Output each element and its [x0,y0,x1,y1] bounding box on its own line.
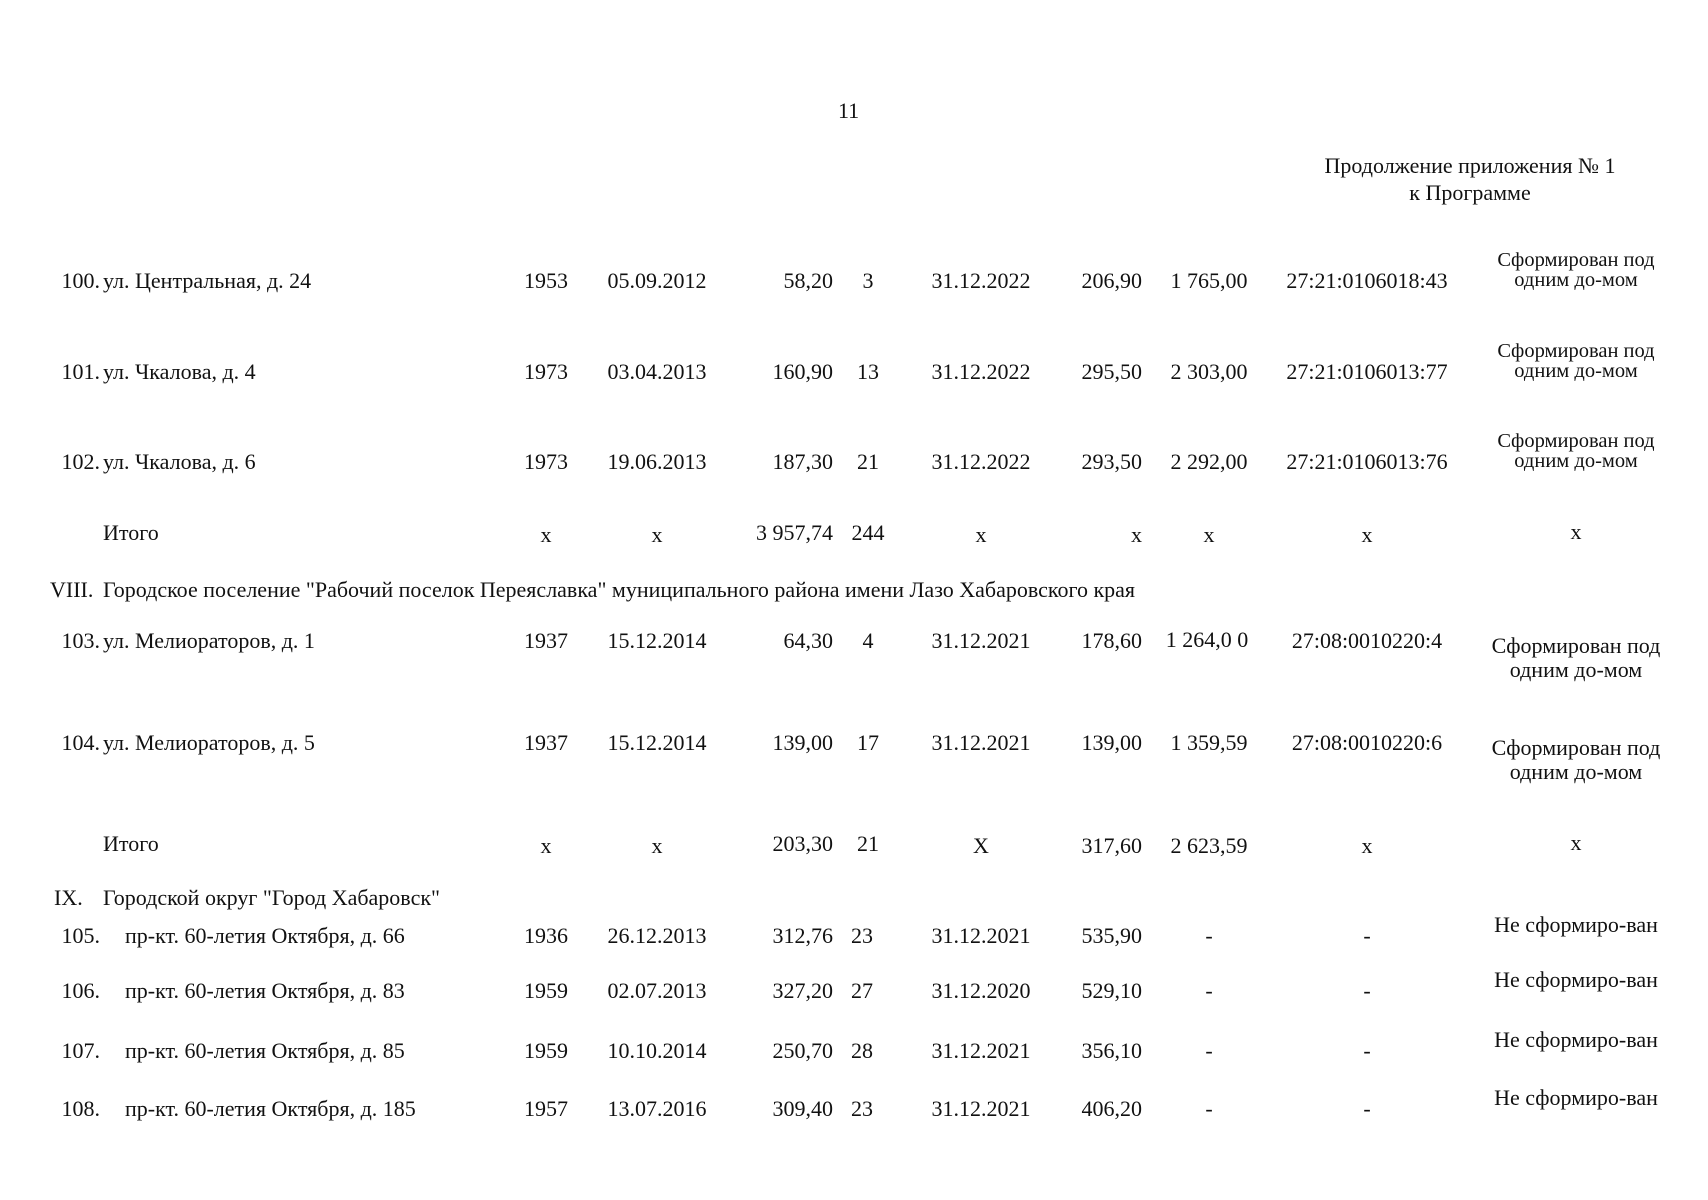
row-status: Сформирован под одним до-мом [1497,430,1655,472]
row-people: 23 [851,923,873,948]
page-number: 11 [838,98,860,123]
row-cadastral-number: 27:08:0010220:6 [1291,730,1443,755]
row-number: 103. [61,628,100,653]
row-number: 104. [61,730,100,755]
row-people: 4 [862,628,874,653]
row-date: 15.12.2014 [607,628,707,653]
row-plot-area: 1 264,0 0 [1165,627,1249,652]
row-number: 100. [61,268,100,293]
row-year: 1957 [524,1096,568,1121]
row-area: 312,76 [772,923,833,948]
total-status: x [1570,519,1582,544]
row-deadline: 31.12.2022 [931,449,1031,474]
row-plot-area: - [1205,923,1213,948]
row-number: 105. [61,923,100,948]
row-address: пр-кт. 60-летия Октября, д. 185 [125,1096,416,1121]
annex-line-1: Продолжение приложения № 1 [1324,153,1616,178]
row-building-area: 406,20 [1081,1096,1142,1121]
row-address: ул. Центральная, д. 24 [103,268,312,293]
row-deadline: 31.12.2022 [931,268,1031,293]
row-deadline: 31.12.2020 [931,978,1031,1003]
row-address: пр-кт. 60-летия Октября, д. 66 [125,923,405,948]
row-cadastral-number: 27:21:0106013:76 [1286,449,1448,474]
total-cadastral-number: x [1361,833,1373,858]
total-area: 3 957,74 [756,520,833,545]
row-people: 13 [857,359,879,384]
section-number: IX. [54,885,83,910]
row-address: ул. Чкалова, д. 4 [103,359,256,384]
row-building-area: 139,00 [1081,730,1142,755]
row-address: пр-кт. 60-летия Октября, д. 83 [125,978,405,1003]
row-area: 187,30 [772,449,833,474]
row-cadastral-number: - [1363,923,1371,948]
row-area: 250,70 [772,1038,833,1063]
row-area: 309,40 [772,1096,833,1121]
row-year: 1937 [524,628,568,653]
row-deadline: 31.12.2021 [931,1096,1031,1121]
row-date: 26.12.2013 [607,923,707,948]
row-deadline: 31.12.2021 [931,730,1031,755]
row-year: 1959 [524,978,568,1003]
row-people: 28 [851,1038,873,1063]
row-cadastral-number: - [1363,978,1371,1003]
row-building-area: 356,10 [1081,1038,1142,1063]
row-plot-area: - [1205,1038,1213,1063]
total-row [0,520,1708,560]
table-row [0,967,1708,1018]
table-row [0,730,1708,784]
row-cadastral-number: - [1363,1038,1371,1063]
row-area: 160,90 [772,359,833,384]
row-people: 27 [851,978,873,1003]
row-date: 13.07.2016 [607,1096,707,1121]
total-date: x [651,833,663,858]
table-row [0,912,1708,963]
row-number: 107. [61,1038,100,1063]
row-year: 1937 [524,730,568,755]
row-building-area: 293,50 [1081,449,1142,474]
row-year: 1959 [524,1038,568,1063]
total-date: x [651,522,663,547]
row-status: Сформирован под одним до-мом [1491,735,1661,784]
row-status: Сформирован под одним до-мом [1491,633,1661,682]
row-building-area: 529,10 [1081,978,1142,1003]
total-plot-area: x [1203,522,1215,547]
row-date: 10.10.2014 [607,1038,707,1063]
row-area: 58,20 [783,268,833,293]
row-number: 108. [61,1096,100,1121]
total-deadline: X [973,833,989,858]
row-address: ул. Мелиораторов, д. 1 [103,628,315,653]
table-row [0,340,1708,399]
total-plot-area: 2 623,59 [1170,833,1248,858]
row-deadline: 31.12.2021 [931,1038,1031,1063]
row-deadline: 31.12.2021 [931,628,1031,653]
row-year: 1936 [524,923,568,948]
row-building-area: 178,60 [1081,628,1142,653]
row-area: 139,00 [772,730,833,755]
row-plot-area: 1 359,59 [1170,730,1248,755]
row-address: ул. Чкалова, д. 6 [103,449,256,474]
row-date: 03.04.2013 [607,359,707,384]
row-people: 23 [851,1096,873,1121]
row-cadastral-number: 27:21:0106013:77 [1286,359,1448,384]
total-area: 203,30 [772,831,833,856]
row-cadastral-number: - [1363,1096,1371,1121]
row-area: 327,20 [772,978,833,1003]
row-number: 102. [61,449,100,474]
section-title: Городское поселение "Рабочий поселок Переяславка" муниципального района имени Лазо Хабаровского края [103,577,1136,602]
table-row [0,430,1708,489]
section-heading [0,885,1708,915]
row-status: Сформирован под одним до-мом [1497,249,1655,291]
total-building-area: x [1131,522,1142,547]
annex-note [1280,152,1660,206]
row-number: 106. [61,978,100,1003]
total-status: x [1570,830,1582,855]
total-year: x [540,833,552,858]
total-people: 21 [857,831,879,856]
total-row [0,831,1708,871]
row-address: ул. Мелиораторов, д. 5 [103,730,315,755]
total-people: 244 [851,520,885,545]
row-building-area: 295,50 [1081,359,1142,384]
table-row [0,1027,1708,1078]
table-row [0,249,1708,308]
row-year: 1973 [524,449,568,474]
row-area: 64,30 [783,628,833,653]
row-date: 19.06.2013 [607,449,707,474]
total-label: Итого [103,520,159,545]
row-cadastral-number: 27:21:0106018:43 [1286,268,1448,293]
row-building-area: 206,90 [1081,268,1142,293]
row-number: 101. [61,359,100,384]
total-year: x [540,522,552,547]
row-plot-area: 2 303,00 [1170,359,1248,384]
table-row [0,1085,1708,1136]
annex-line-2: к Программе [1409,180,1531,205]
row-status: Сформирован под одним до-мом [1497,340,1655,382]
row-status: Не сформиро-ван [1494,1027,1658,1052]
section-number: VIII. [50,577,94,602]
row-address: пр-кт. 60-летия Октября, д. 85 [125,1038,405,1063]
row-status: Не сформиро-ван [1494,912,1658,937]
table-row [0,627,1708,682]
row-plot-area: - [1205,978,1213,1003]
row-people: 17 [857,730,879,755]
row-plot-area: 2 292,00 [1170,449,1248,474]
row-date: 02.07.2013 [607,978,707,1003]
row-plot-area: 1 765,00 [1170,268,1248,293]
total-building-area: 317,60 [1081,833,1142,858]
row-date: 05.09.2012 [607,268,707,293]
section-title: Городской округ "Город Хабаровск" [103,885,441,910]
row-plot-area: - [1205,1096,1213,1121]
total-label: Итого [103,831,159,856]
row-deadline: 31.12.2022 [931,359,1031,384]
row-building-area: 535,90 [1081,923,1142,948]
row-status: Не сформиро-ван [1494,967,1658,992]
total-cadastral-number: x [1361,522,1373,547]
row-deadline: 31.12.2021 [931,923,1031,948]
row-year: 1953 [524,268,568,293]
row-people: 3 [862,268,874,293]
row-status: Не сформиро-ван [1494,1085,1658,1110]
row-cadastral-number: 27:08:0010220:4 [1291,628,1443,653]
row-people: 21 [857,449,879,474]
section-heading [0,577,1708,607]
total-deadline: x [975,522,987,547]
row-year: 1973 [524,359,568,384]
row-date: 15.12.2014 [607,730,707,755]
